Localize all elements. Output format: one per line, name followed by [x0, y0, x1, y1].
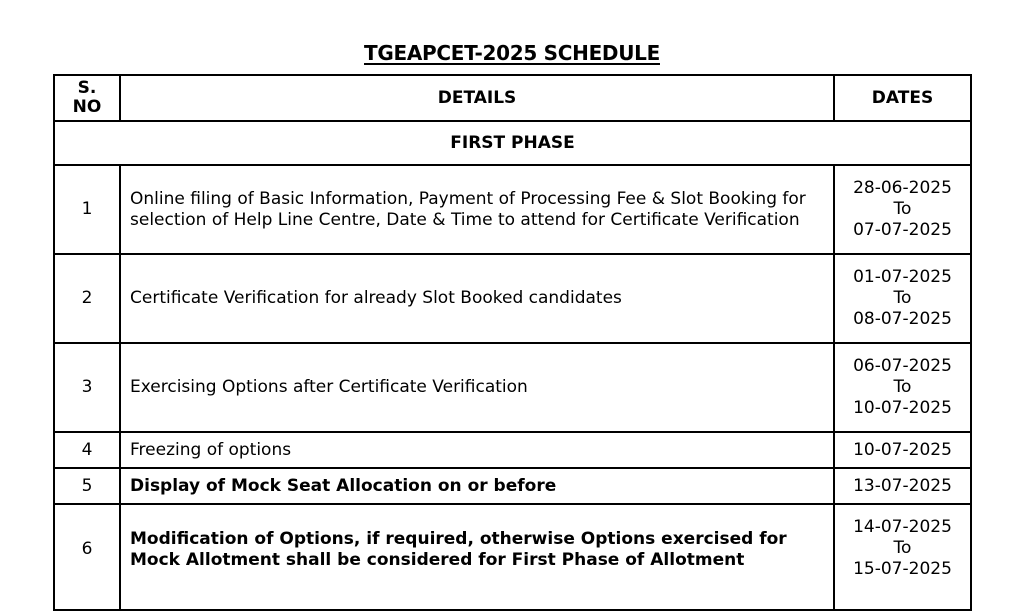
date-from: 01-07-2025: [853, 267, 952, 287]
table-row: [54, 254, 971, 343]
row-sno: 6: [54, 504, 120, 610]
date-sep: To: [893, 377, 912, 397]
date-sep: To: [893, 538, 912, 558]
row-dates: [834, 343, 971, 432]
row-dates: [834, 254, 971, 343]
table-row: [54, 432, 971, 468]
row-details: Certificate Verification for already Slot Booked candidates: [120, 254, 834, 343]
date-to: 10-07-2025: [853, 398, 952, 418]
row-dates: [834, 504, 971, 610]
row-details: Display of Mock Seat Allocation on or before: [120, 468, 834, 504]
row-details: Modification of Options, if required, otherwise Options exercised for Mock Allotment shall be considered for First Phase of Allotment: [120, 504, 834, 610]
row-sno: 4: [54, 432, 120, 468]
date-to: 07-07-2025: [853, 220, 952, 240]
table-row: [54, 343, 971, 432]
phase-label: FIRST PHASE: [54, 121, 971, 165]
row-sno: 1: [54, 165, 120, 254]
table-row: [54, 165, 971, 254]
row-date: 10-07-2025: [834, 432, 971, 468]
date-from: 28-06-2025: [853, 178, 952, 198]
header-dates: DATES: [834, 75, 971, 121]
date-to: 08-07-2025: [853, 309, 952, 329]
row-sno: 2: [54, 254, 120, 343]
date-to: 15-07-2025: [853, 559, 952, 579]
row-sno: 5: [54, 468, 120, 504]
row-date: 13-07-2025: [834, 468, 971, 504]
row-details: Freezing of options: [120, 432, 834, 468]
row-sno: 3: [54, 343, 120, 432]
table-row: [54, 504, 971, 610]
page-title: TGEAPCET-2025 SCHEDULE: [364, 41, 660, 65]
row-details: Online filing of Basic Information, Payment of Processing Fee & Slot Booking for selection of Help Line Centre, Date & Time to attend for Certificate Verification: [120, 165, 834, 254]
table-header-row: [54, 75, 971, 121]
header-details: DETAILS: [120, 75, 834, 121]
row-dates: [834, 165, 971, 254]
date-from: 06-07-2025: [853, 356, 952, 376]
phase-row: [54, 121, 971, 165]
header-sno: S. NO: [54, 75, 120, 121]
date-sep: To: [893, 288, 912, 308]
row-details: Exercising Options after Certificate Verification: [120, 343, 834, 432]
schedule-table: [53, 74, 972, 611]
table-row: [54, 468, 971, 504]
date-from: 14-07-2025: [853, 517, 952, 537]
date-sep: To: [893, 199, 912, 219]
